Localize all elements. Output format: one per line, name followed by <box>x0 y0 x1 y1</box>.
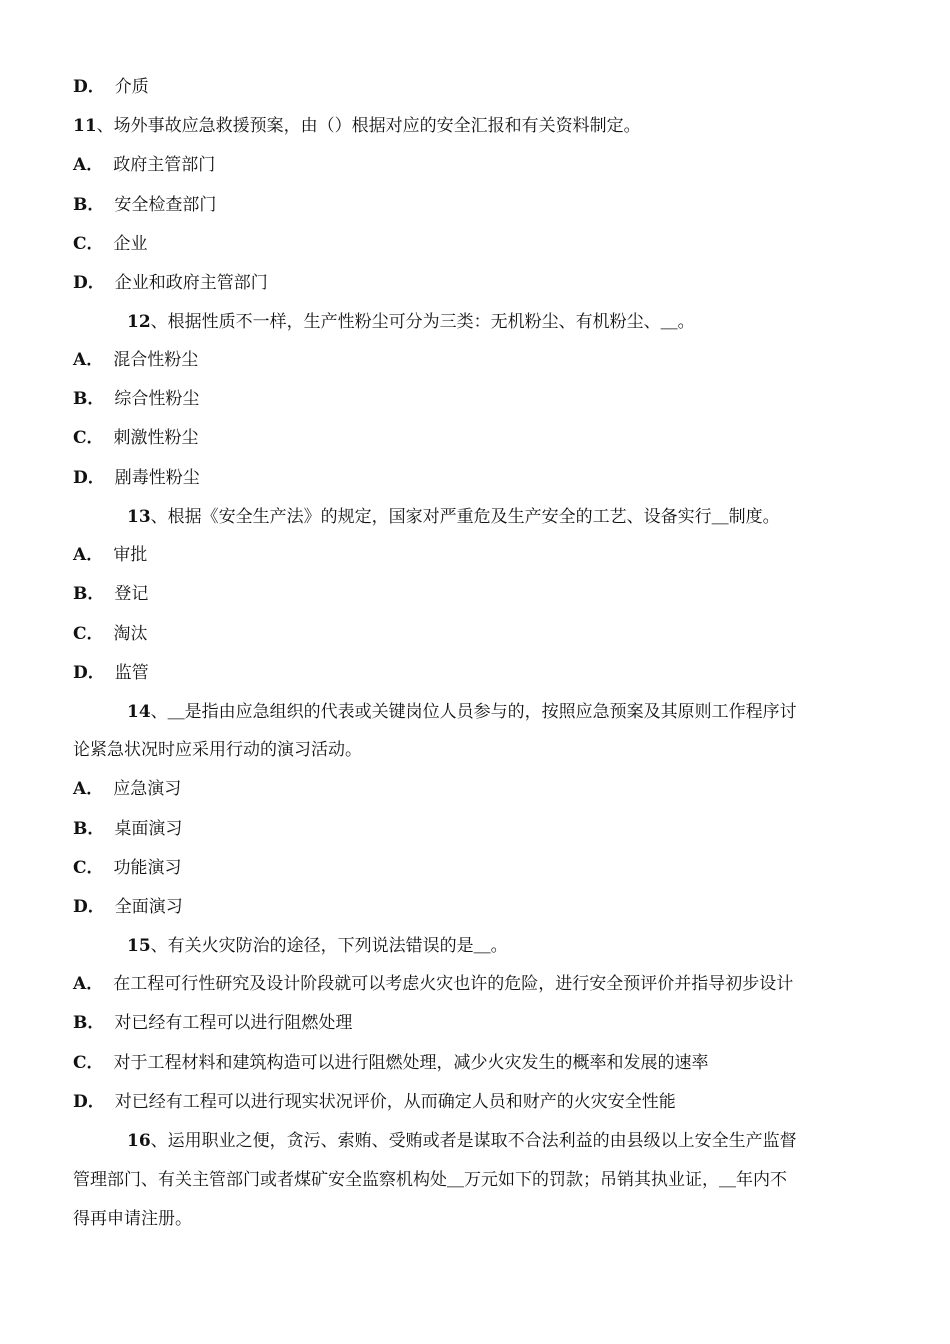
option-letter: A． <box>73 350 104 370</box>
option-letter: B． <box>73 1013 105 1033</box>
option-letter: D． <box>73 468 105 488</box>
option-text: 综合性粉尘 <box>114 389 200 409</box>
option-text: 审批 <box>113 545 148 565</box>
q15-option-a <box>73 974 884 994</box>
question-text: 论紧急状况时应采用行动的演习活动。 <box>73 740 362 760</box>
q12-option-d <box>73 468 884 488</box>
q14-option-c <box>73 858 884 878</box>
option-letter: A． <box>73 155 104 175</box>
q15-option-b <box>73 1013 884 1033</box>
option-text: 剧毒性粉尘 <box>114 468 200 488</box>
question-number: 12 <box>127 312 151 332</box>
question-text: 、根据《安全生产法》的规定，国家对严重危及生产安全的工艺、设备实行＿制度。 <box>150 507 780 527</box>
option-text: 企业 <box>113 234 148 254</box>
question-16 <box>127 1131 884 1151</box>
option-text: 全面演习 <box>114 897 183 917</box>
option-letter: C． <box>73 858 104 878</box>
question-11 <box>73 116 884 136</box>
question-14 <box>127 702 884 722</box>
q13-option-c <box>73 624 884 644</box>
q15-option-c <box>73 1053 884 1073</box>
option-text: 对已经有工程可以进行阻燃处理 <box>114 1013 353 1033</box>
option-letter: C． <box>73 234 104 254</box>
option-text: 安全检查部门 <box>114 195 217 215</box>
question-16-continued-1 <box>73 1170 884 1190</box>
option-text: 混合性粉尘 <box>113 350 199 370</box>
question-text: 、运用职业之便，贪污、索贿、受贿或者是谋取不合法利益的由县级以上安全生产监督 <box>150 1131 797 1151</box>
option-letter: D． <box>73 663 105 683</box>
option-letter: B． <box>73 584 105 604</box>
option-letter: B． <box>73 389 105 409</box>
q14-option-d <box>73 897 884 917</box>
option-letter: D． <box>73 273 105 293</box>
option-letter: A． <box>73 974 104 994</box>
question-text: 、场外事故应急救援预案，由（）根据对应的安全汇报和有关资料制定。 <box>96 116 641 136</box>
question-number: 15 <box>127 936 151 956</box>
question-text: 、根据性质不一样，生产性粉尘可分为三类：无机粉尘、有机粉尘、＿。 <box>150 312 695 332</box>
option-letter: D． <box>73 1092 105 1112</box>
q11-option-a <box>73 155 884 175</box>
option-letter: B． <box>73 195 105 215</box>
q12-option-a <box>73 350 884 370</box>
q13-option-d <box>73 663 884 683</box>
question-12 <box>127 312 884 332</box>
option-text: 在工程可行性研究及设计阶段就可以考虑火灾也许的危险，进行安全预评价并指导初步设计 <box>113 974 794 994</box>
question-text: 、＿是指由应急组织的代表或关键岗位人员参与的，按照应急预案及其原则工作程序讨 <box>150 702 797 722</box>
q13-option-a <box>73 545 884 565</box>
q11-option-d <box>73 273 884 293</box>
option-text: 淘汰 <box>113 624 148 644</box>
q15-option-d <box>73 1092 884 1112</box>
option-letter: B． <box>73 819 105 839</box>
q13-option-b <box>73 584 884 604</box>
question-14-continued <box>73 740 884 760</box>
q12-option-c <box>73 428 884 448</box>
question-13 <box>127 507 884 527</box>
option-text: 登记 <box>114 584 149 604</box>
q11-option-b <box>73 195 884 215</box>
q14-option-a <box>73 779 884 799</box>
option-letter: C． <box>73 1053 104 1073</box>
option-letter: C． <box>73 428 104 448</box>
question-number: 13 <box>127 507 151 527</box>
option-text: 对已经有工程可以进行现实状况评价，从而确定人员和财产的火灾安全性能 <box>114 1092 676 1112</box>
option-letter: C． <box>73 624 104 644</box>
option-text: 应急演习 <box>113 779 182 799</box>
option-text: 政府主管部门 <box>113 155 216 175</box>
question-number: 14 <box>127 702 151 722</box>
option-text: 功能演习 <box>113 858 182 878</box>
question-number: 16 <box>127 1131 151 1151</box>
question-16-continued-2 <box>73 1209 884 1229</box>
question-number: 11 <box>73 116 97 136</box>
question-text: 、有关火灾防治的途径，下列说法错误的是＿。 <box>150 936 508 956</box>
option-text: 介质 <box>114 77 149 97</box>
option-text: 监管 <box>114 663 149 683</box>
question-15 <box>127 936 884 956</box>
option-letter: A． <box>73 779 104 799</box>
option-text: 对于工程材料和建筑构造可以进行阻燃处理，减少火灾发生的概率和发展的速率 <box>113 1053 709 1073</box>
option-d-prev <box>73 77 884 97</box>
option-text: 桌面演习 <box>114 819 183 839</box>
option-text: 企业和政府主管部门 <box>114 273 268 293</box>
question-text: 得再申请注册。 <box>73 1209 192 1229</box>
option-letter: D． <box>73 77 105 97</box>
option-letter: D． <box>73 897 105 917</box>
question-text: 管理部门、有关主管部门或者煤矿安全监察机构处＿万元如下的罚款；吊销其执业证，＿年内不 <box>73 1170 787 1190</box>
option-letter: A． <box>73 545 104 565</box>
q14-option-b <box>73 819 884 839</box>
q12-option-b <box>73 389 884 409</box>
q11-option-c <box>73 234 884 254</box>
option-text: 刺激性粉尘 <box>113 428 199 448</box>
